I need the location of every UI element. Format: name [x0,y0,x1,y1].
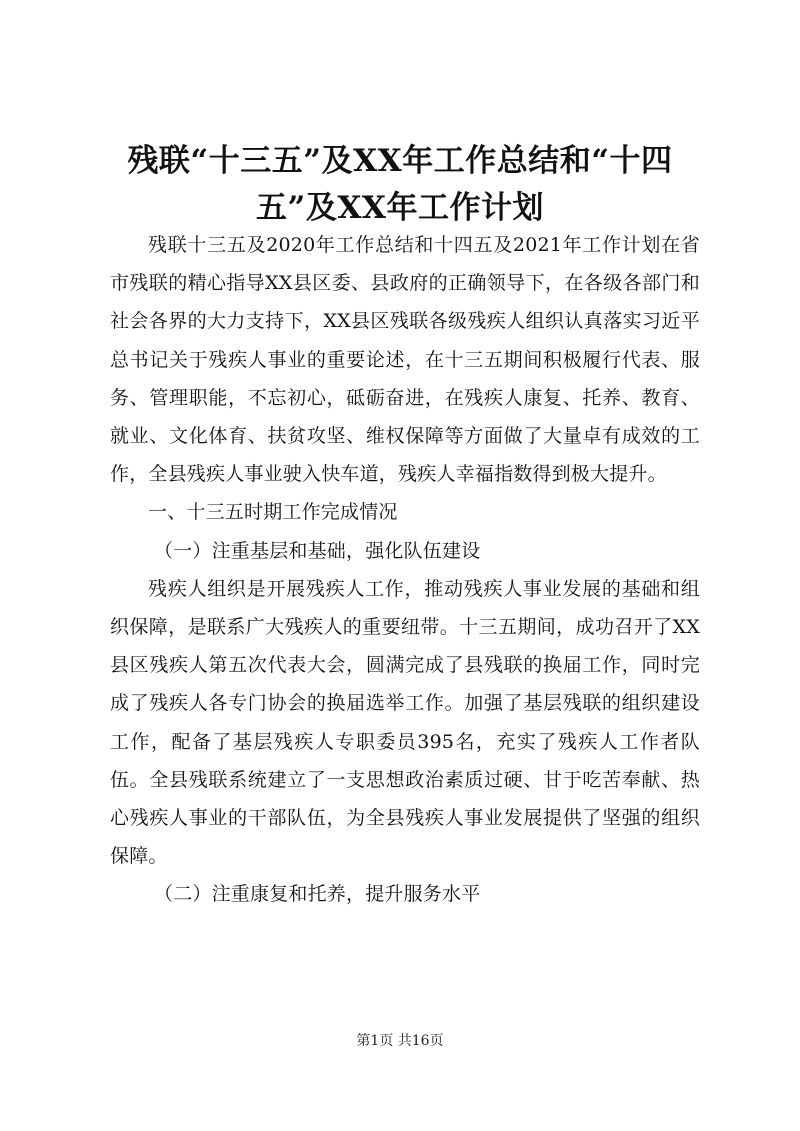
document-body [110,226,700,914]
page-footer: 第1页 共16页 [356,1033,444,1049]
section-heading-1: 一、十三五时期工作完成情况 [148,501,398,524]
document-title-line-2: 五”及XX年工作计划 [256,190,544,226]
intro-paragraph: 残联十三五及2020年工作总结和十四五及2021年工作计划在省市残联的精心指导XX县区委、县政府的正确领导下，在各级各部门和社会各界的大力支持下，XX县区残联各级残疾人组织认真落实习近平总书记关于残疾人事业的重要论述，在十三五期间积极履行代表、服务、管理职能，不忘初心，砥砺奋进，在残疾人康复、托养、教育、就业、文化体育、扶贫攻坚、维权保障等方面做了大量卓有成效的工作，全县残疾人事业驶入快车道，残疾人幸福指数得到极大提升。 [110,234,700,486]
body-paragraph-organization: 残疾人组织是开展残疾人工作，推动残疾人事业发展的基础和组织保障，是联系广大残疾人的重要纽带。十三五期间，成功召开了XX县区残疾人第五次代表大会，圆满完成了县残联的换届工作，同时完成了残疾人各专门协会的换届选举工作。加强了基层残联的组织建设工作，配备了基层残疾人专职委员395名，充实了残疾人工作者队伍。全县残联系统建立了一支思想政治素质过硬、甘于吃苦奉献、热心残疾人事业的干部队伍，为全县残疾人事业发展提供了坚强的组织保障。 [110,577,700,868]
document-title-line-1: 残联“十三五”及XX年工作总结和“十四 [127,143,673,179]
document-title [80,138,720,232]
subsection-heading-1: （一）注重基层和基础，强化队伍建设 [154,539,481,562]
subsection-heading-2: （二）注重康复和托养，提升服务水平 [154,883,481,906]
